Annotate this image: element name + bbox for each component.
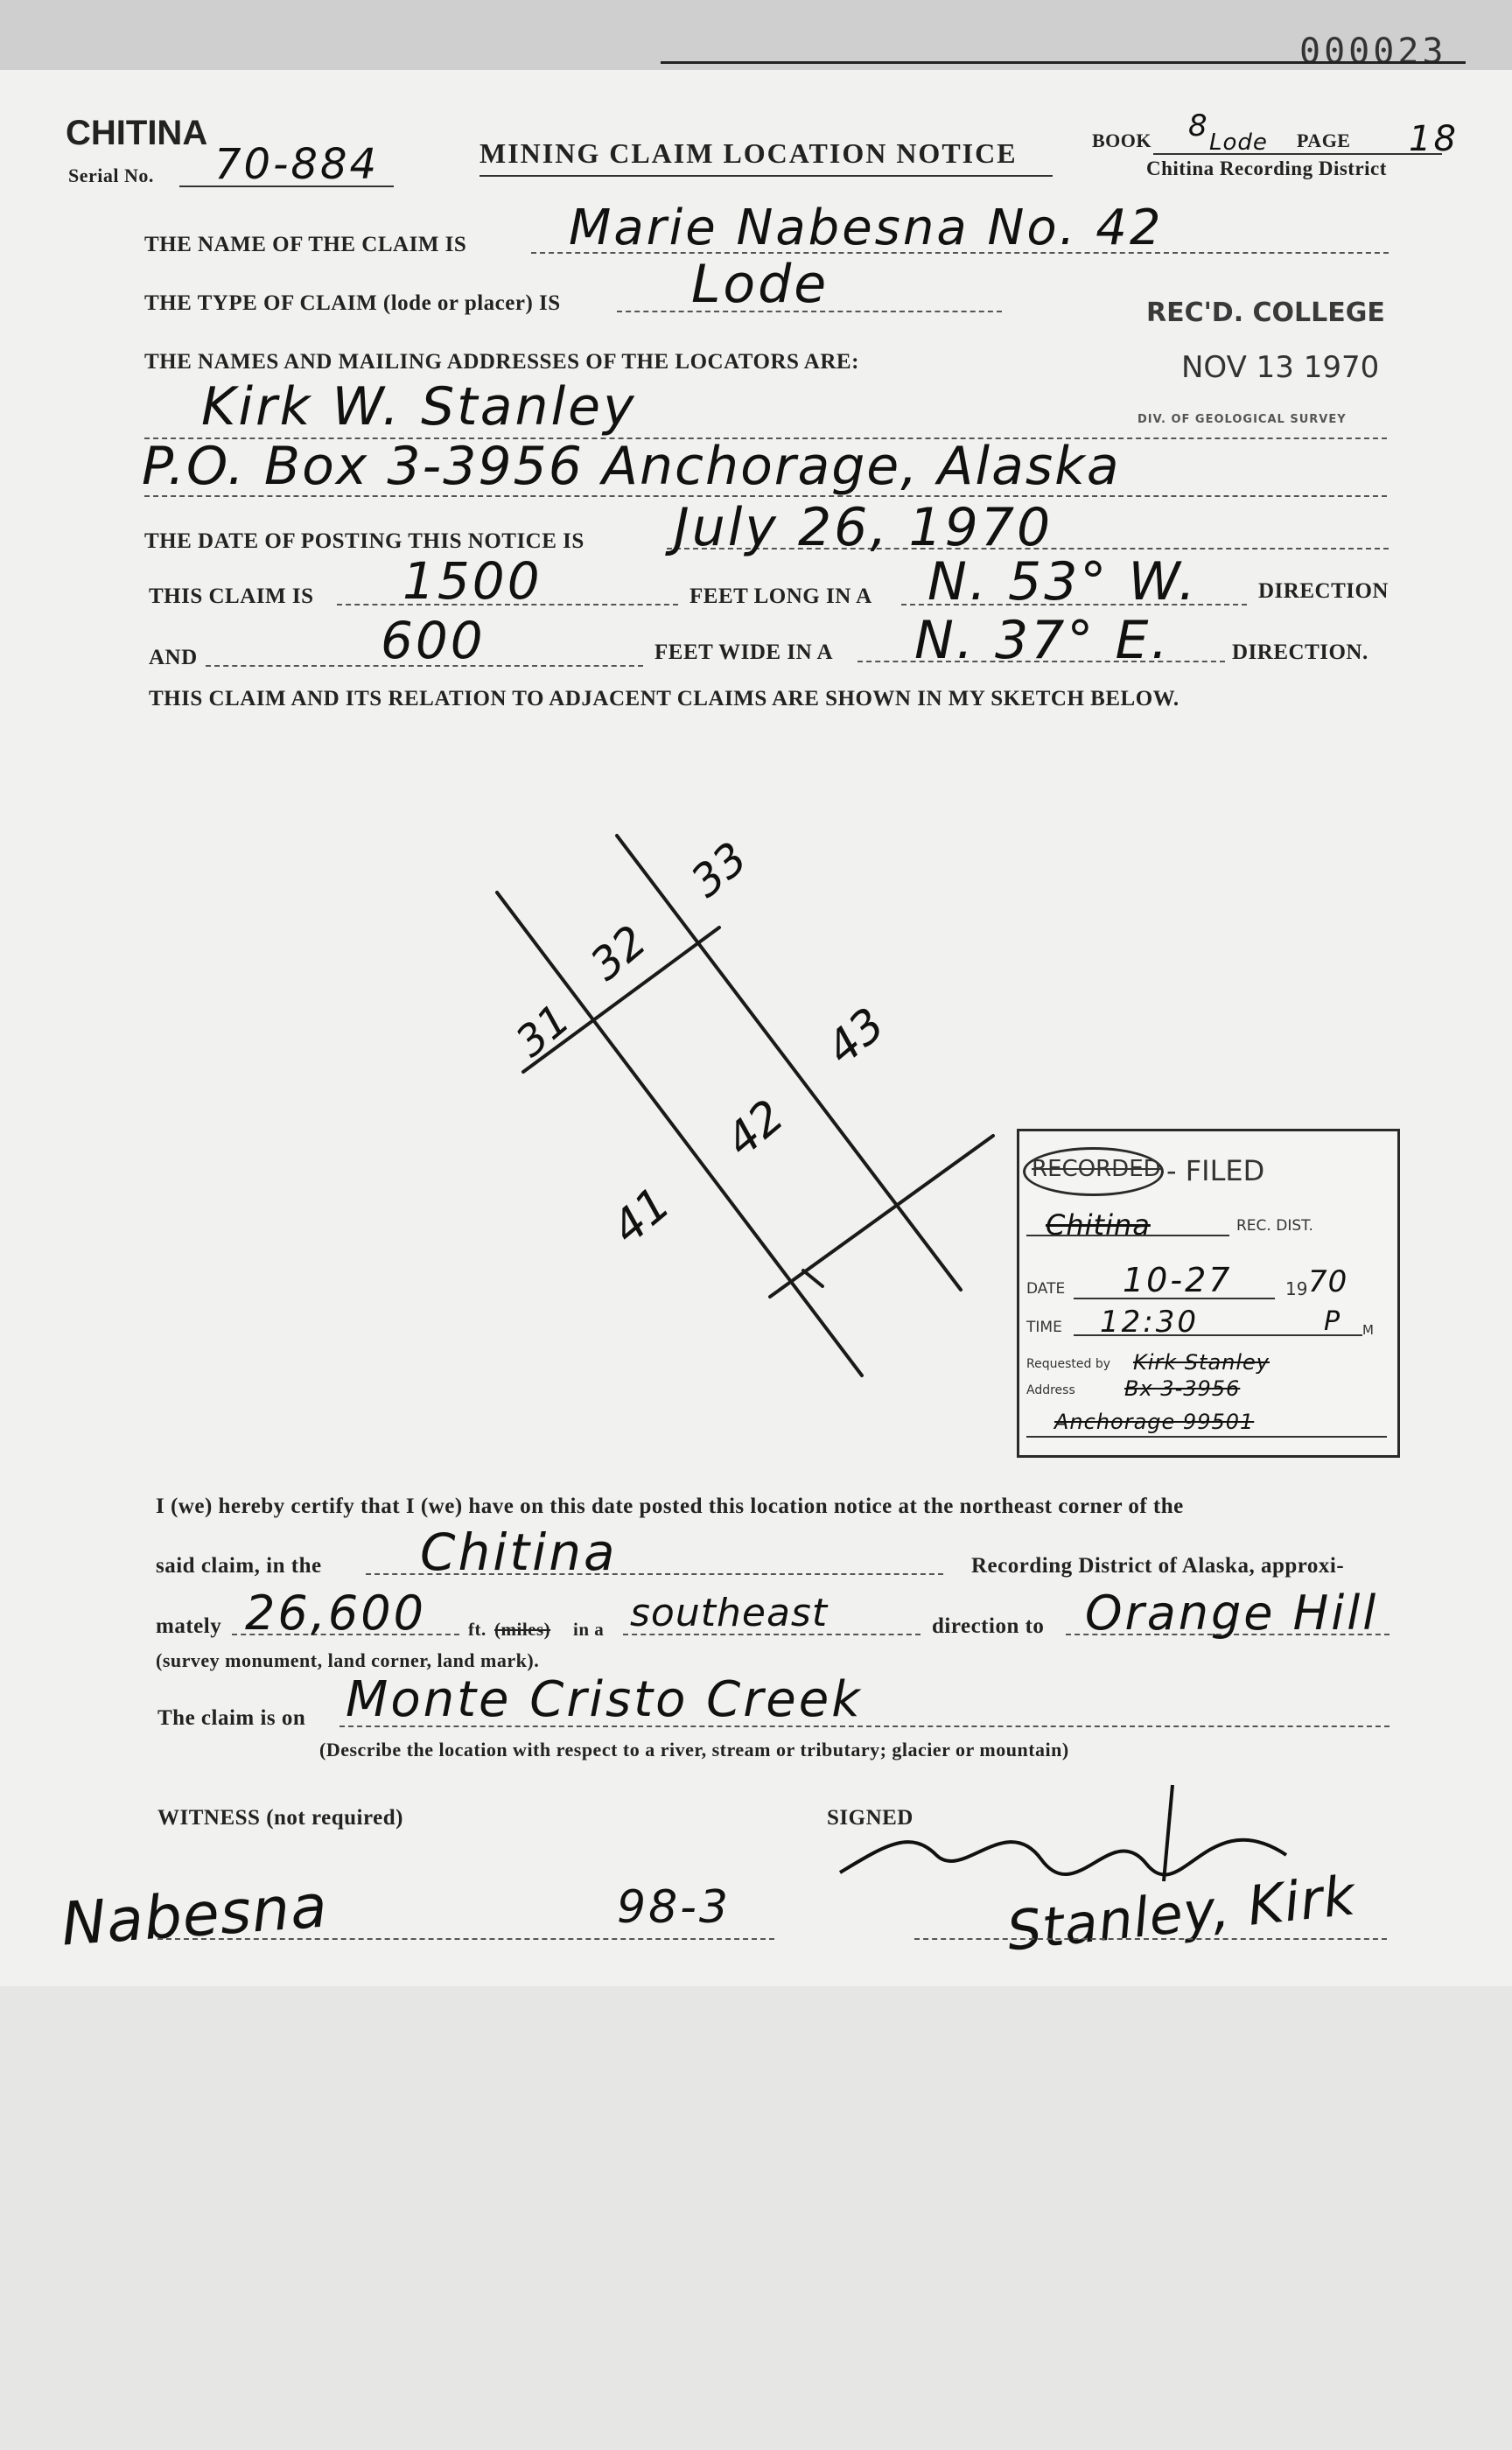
- mately-label: mately: [156, 1614, 222, 1638]
- length-mid-label: FEET LONG IN A: [690, 584, 872, 608]
- width-direction: N. 37° E.: [914, 610, 1171, 671]
- stamp-date-line: [1074, 1298, 1275, 1299]
- sketch-label-33: 33: [681, 832, 757, 907]
- claim-type-value: Lode: [691, 254, 830, 315]
- stamp-district-line: [1026, 1235, 1229, 1236]
- claim-name-value: Marie Nabesna No. 42: [569, 200, 1164, 256]
- stamp-year-value: 70: [1308, 1264, 1348, 1299]
- describe-note: (Describe the location with respect to a river, stream or tributary; glacier or mountain): [319, 1739, 1069, 1760]
- stamp-requested-value: Kirk Stanley: [1133, 1350, 1270, 1375]
- stamp-year-prefix: 19: [1285, 1278, 1308, 1299]
- document-number: 000023: [1299, 32, 1447, 72]
- sketch-label: THIS CLAIM AND ITS RELATION TO ADJACENT CLAIMS ARE SHOWN IN MY SKETCH BELOW.: [149, 687, 1180, 710]
- miles-struck: (miles): [494, 1619, 551, 1640]
- claim-on-label: The claim is on: [158, 1706, 306, 1730]
- claim-name-label: THE NAME OF THE CLAIM IS: [144, 233, 467, 256]
- ft-label: ft.: [468, 1619, 486, 1640]
- stamp-time-hand: P: [1324, 1306, 1343, 1337]
- district-name: CHITINA: [66, 114, 208, 152]
- width-mid-label: FEET WIDE IN A: [654, 640, 834, 664]
- stamp-time-value: 12:30: [1100, 1305, 1199, 1340]
- stamp-address-label: Address: [1026, 1383, 1075, 1397]
- locator-name: Kirk W. Stanley: [201, 376, 637, 438]
- signed-line: [914, 1938, 1387, 1940]
- witness-signature: Nabesna: [59, 1872, 331, 1960]
- notice-title: MINING CLAIM LOCATION NOTICE: [480, 137, 1018, 169]
- recording-district: Chitina Recording District: [1146, 158, 1387, 179]
- stamp-requested-label: Requested by: [1026, 1357, 1110, 1371]
- locator-address: P.O. Box 3-3956 Anchorage, Alaska: [142, 436, 1121, 497]
- stamp-rec-dist: REC. DIST.: [1236, 1217, 1313, 1235]
- stamp-recorded: RECORDED: [1032, 1156, 1161, 1182]
- serial-label: Serial No.: [68, 164, 154, 186]
- sketch-label-41: 41: [602, 1177, 681, 1256]
- witness-label: WITNESS (not required): [158, 1806, 403, 1830]
- said-claim-label: said claim, in the: [156, 1554, 322, 1578]
- sketch-label-31: 31: [507, 994, 579, 1068]
- locators-label: THE NAMES AND MAILING ADDRESSES OF THE LOCATORS ARE:: [144, 350, 859, 374]
- lower-blank-area: [0, 1986, 1512, 2450]
- book-note: Lode: [1209, 130, 1268, 156]
- received-stamp-line3: DIV. OF GEOLOGICAL SURVEY: [1138, 413, 1347, 426]
- stamp-time-label: TIME: [1026, 1319, 1062, 1336]
- length-value: 1500: [402, 551, 542, 611]
- recorded-filed-stamp: [1017, 1129, 1400, 1458]
- length-label: THIS CLAIM IS: [149, 584, 314, 608]
- direction-to-label: direction to: [932, 1614, 1045, 1638]
- sketch-label-43: 43: [816, 998, 895, 1076]
- signer-scrawl: [831, 1776, 1321, 1890]
- received-stamp-date: NOV 13 1970: [1181, 350, 1380, 385]
- direction-value: southeast: [630, 1591, 829, 1635]
- landmark-value: Orange Hill: [1085, 1586, 1379, 1641]
- stamp-date-value: 10-27: [1123, 1261, 1233, 1299]
- length-direction: N. 53° W.: [928, 551, 1198, 612]
- serial-value: 70-884: [214, 140, 380, 189]
- witness-line: [158, 1938, 774, 1940]
- stamp-filed: - FILED: [1166, 1154, 1265, 1187]
- stamp-time-suffix: M: [1362, 1322, 1374, 1338]
- claim-type-label: THE TYPE OF CLAIM (lode or placer) IS: [144, 291, 561, 315]
- received-stamp-line1: REC'D. COLLEGE: [1146, 298, 1385, 328]
- page-label: PAGE: [1297, 130, 1351, 151]
- page-value: 18: [1409, 119, 1459, 159]
- signer-name: Stanley, Kirk: [1004, 1863, 1359, 1964]
- and-label: AND: [149, 646, 198, 669]
- stamp-address-line: [1026, 1436, 1387, 1438]
- stamp-address-value2: Anchorage 99501: [1054, 1410, 1255, 1434]
- certify-line1: I (we) hereby certify that I (we) have on this date posted this location notice at the northeast corner of the: [156, 1494, 1184, 1518]
- claim-on-value: Monte Cristo Creek: [346, 1671, 863, 1728]
- monument-note: (survey monument, land corner, land mark).: [156, 1649, 540, 1671]
- in-a-label: in a: [573, 1619, 605, 1640]
- stamp-time-line: [1074, 1334, 1362, 1336]
- direction-label: DIRECTION: [1258, 579, 1389, 603]
- book-value: 8: [1188, 108, 1210, 144]
- stamp-date-label: DATE: [1026, 1280, 1066, 1298]
- witness-code: 98-3: [617, 1881, 732, 1934]
- posting-date-value: July 26, 1970: [674, 497, 1054, 558]
- posting-date-label: THE DATE OF POSTING THIS NOTICE IS: [144, 529, 584, 553]
- stamp-address-value1: Bx 3-3956: [1124, 1376, 1241, 1401]
- distance-value: 26,600: [245, 1586, 426, 1641]
- sketch-label-42: 42: [716, 1089, 794, 1168]
- recording-district-text: Recording District of Alaska, approxi-: [971, 1554, 1345, 1578]
- width-value: 600: [381, 611, 486, 670]
- signed-label: SIGNED: [827, 1806, 914, 1830]
- direction-label-2: DIRECTION.: [1232, 640, 1368, 664]
- sketch-boundary-line: [497, 892, 862, 1376]
- sketch-boundary-line: [803, 1270, 822, 1286]
- sketch-label-32: 32: [580, 915, 656, 990]
- stamp-district: Chitina: [1046, 1208, 1151, 1242]
- certify-district-value: Chitina: [420, 1522, 618, 1582]
- book-label: BOOK: [1092, 130, 1152, 151]
